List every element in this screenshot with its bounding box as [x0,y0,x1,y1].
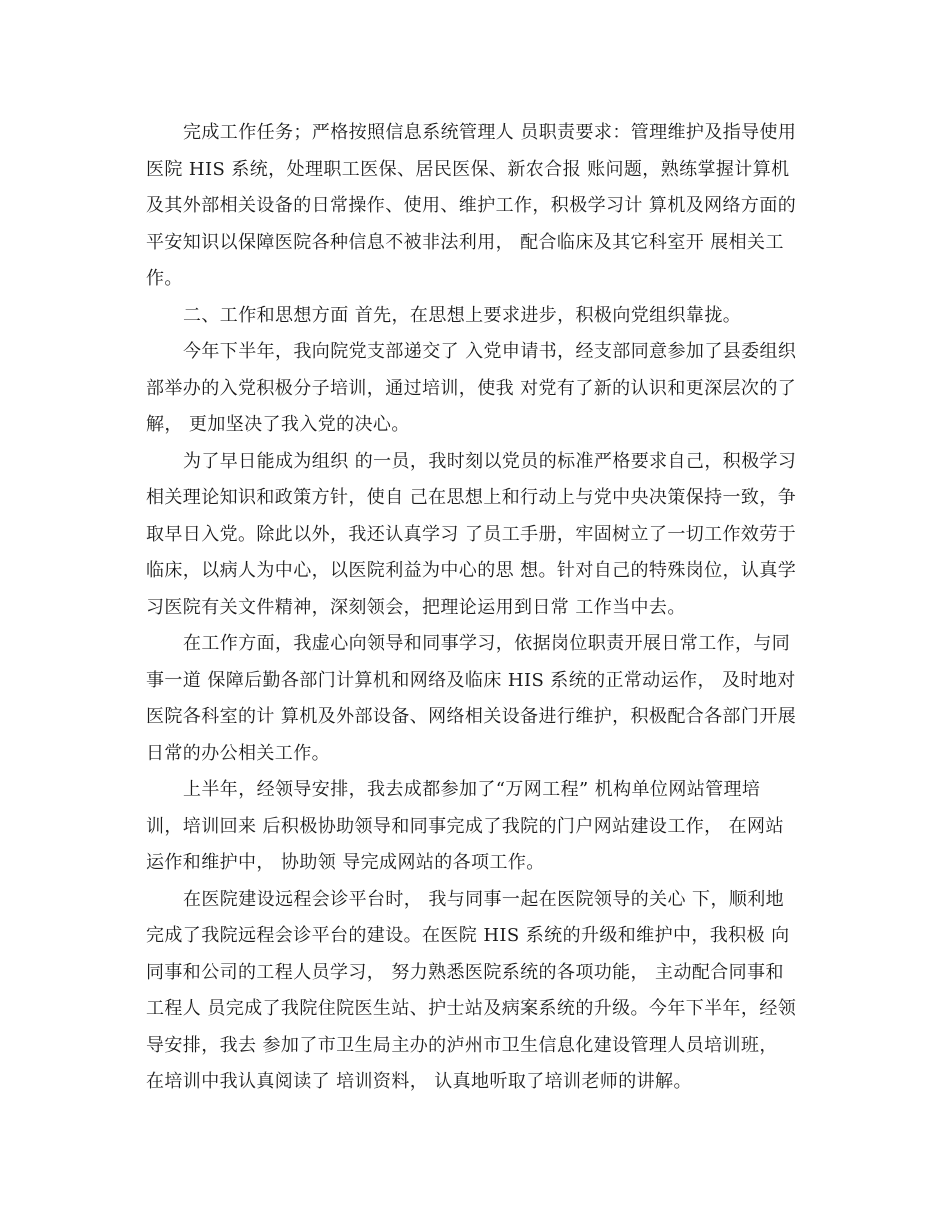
text-line: 同事和公司的工程人员学习， 努力熟悉医院系统的各项功能， 主动配合同事和 [146,961,784,983]
paragraph [146,298,810,335]
paragraph [146,115,810,298]
text-line: 医院 HIS 系统，处理职工医保、居民医保、新农合报 账问题，熟练掌握计算机 [146,158,790,180]
text-line: 完成工作任务；严格按照信息系统管理人 员职责要求：管理维护及指导使用 [183,122,797,143]
text-line: 上半年，经领导安排，我去成都参加了“万网工程” 机构单位网站管理培 [183,779,761,800]
text-line: 临床，以病人为中心，以医院利益为中心的思 想。针对自己的特殊岗位，认真学 [146,560,797,581]
paragraph [146,772,810,882]
text-line: 在工作方面，我虚心向领导和同事学习，依据岗位职责开展日常工作，与同 [183,633,791,654]
paragraph [146,626,810,772]
text-line: 导安排，我去 参加了市卫生局主办的泸州市卫生信息化建设管理人员培训班， [146,1034,778,1056]
text-line: 平安知识以保障医院各种信息不被非法利用， 配合临床及其它科室开 展相关工 [146,231,784,253]
text-line: 今年下半年，我向院党支部递交了 入党申请书，经支部同意参加了县委组织 [183,341,797,362]
text-line: 在培训中我认真阅读了 培训资料， 认真地听取了培训老师的讲解。 [146,1071,692,1092]
paragraph [146,334,810,444]
text-line: 工程人 员完成了我院住院医生站、护士站及病案系统的升级。今年下半年，经领 [146,998,797,1019]
text-line: 取早日入党。除此以外，我还认真学习 了员工手册，牢固树立了一切工作效劳于 [146,523,797,545]
text-line: 及其外部相关设备的日常操作、使用、维护工作，积极学习计 算机及网络方面的 [146,195,797,216]
text-line: 相关理论知识和政策方针，使自 己在思想上和行动上与党中央决策保持一致，争 [146,487,797,508]
text-line: 事一道 保障后勤各部门计算机和网络及临床 HIS 系统的正常动运作， 及时地对 [146,669,796,691]
text-line: 二、工作和思想方面 首先，在思想上要求进步，积极向党组织靠拢。 [183,304,742,326]
paragraph [146,882,810,1101]
text-line: 日常的办公相关工作。 [146,742,330,764]
paragraph [146,444,810,627]
text-line: 运作和维护中， 协助领 导完成网站的各项工作。 [146,852,545,873]
text-line: 完成了我院远程会诊平台的建设。在医院 HIS 系统的升级和维护中，我积极 向 [146,925,790,946]
text-line: 在医院建设远程会诊平台时， 我与同事一起在医院领导的关心 下，顺利地 [183,888,785,910]
text-line: 训，培训回来 后积极协助领导和同事完成了我院的门户网站建设工作， 在网站 [146,815,784,837]
text-line: 医院各科室的计 算机及外部设备、网络相关设备进行维护，积极配合各部门开展 [146,706,797,727]
text-line: 为了早日能成为组织 的一员，我时刻以党员的标准严格要求自己，积极学习 [183,450,797,472]
text-line: 习医院有关文件精神，深刻领会，把理论运用到日常 工作当中去。 [146,596,686,618]
document-body [146,115,810,1101]
text-line: 作。 [146,268,183,289]
text-line: 部举办的入党积极分子培训，通过培训，使我 对党有了新的认识和更深层次的了 [146,377,797,399]
text-line: 解， 更加坚决了我入党的决心。 [146,414,410,435]
